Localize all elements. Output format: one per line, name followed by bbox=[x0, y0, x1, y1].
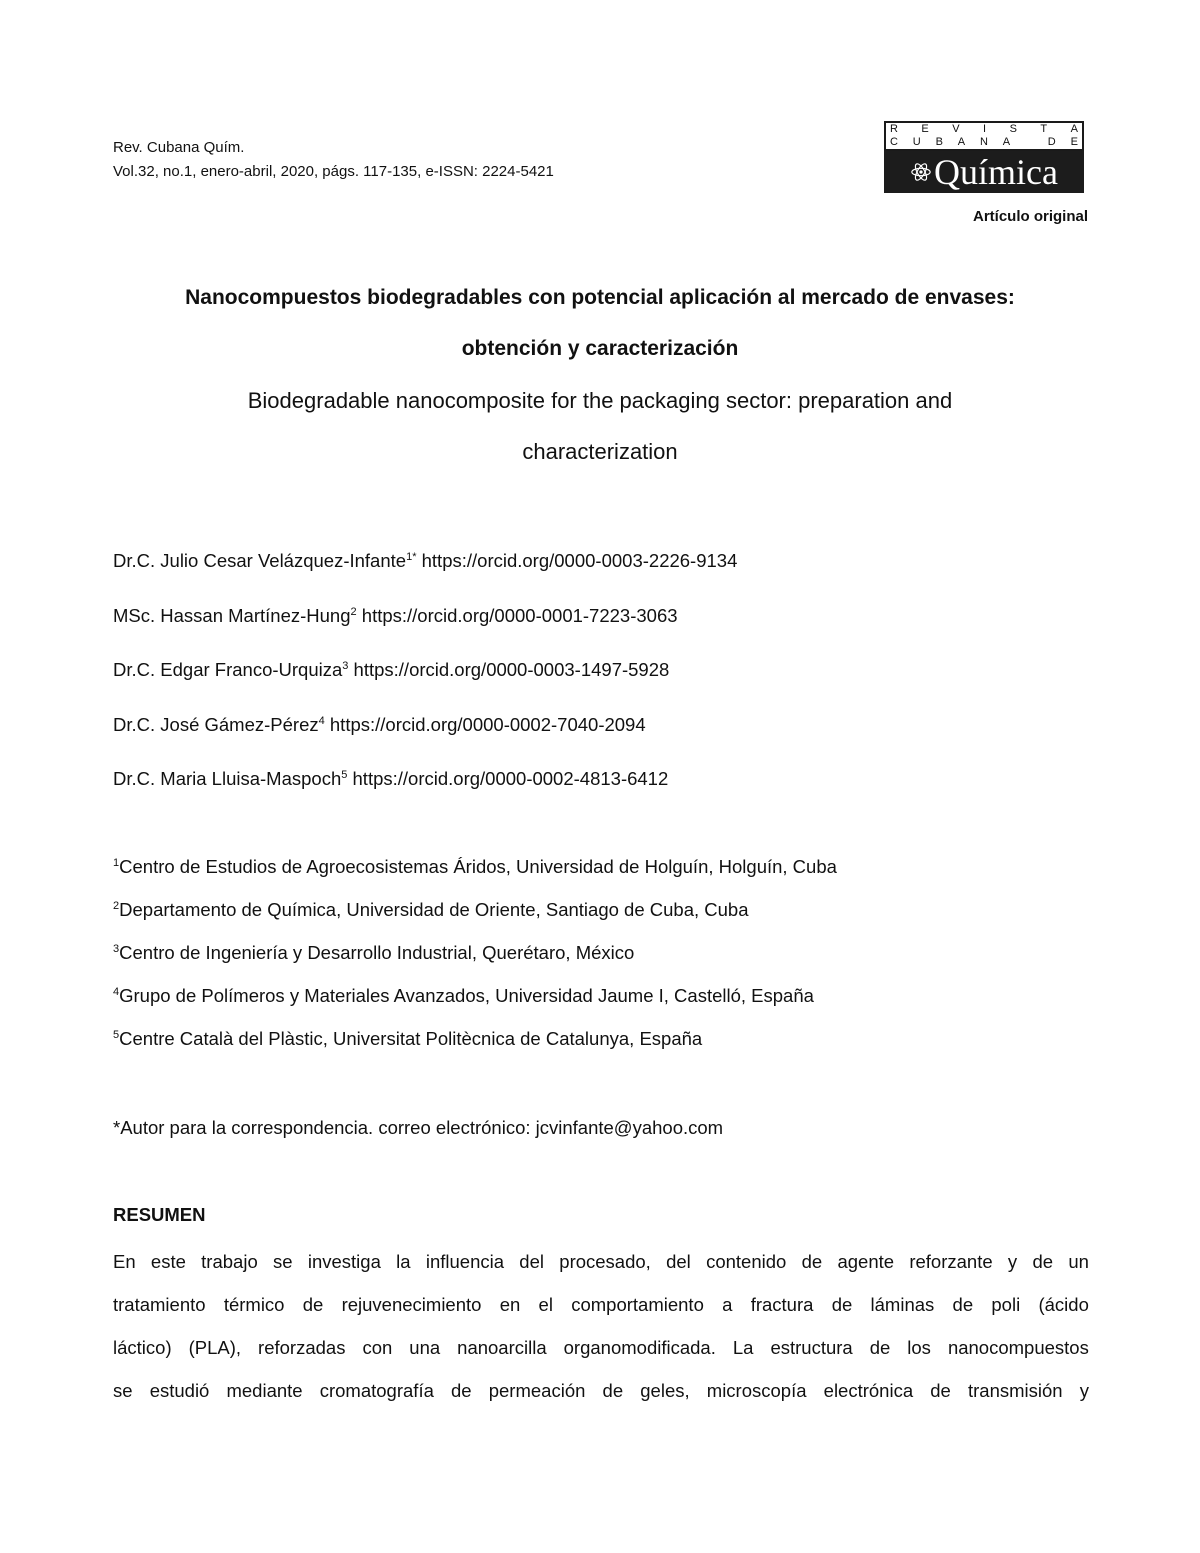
abstract-word: en bbox=[499, 1294, 521, 1315]
abstract-word: del bbox=[666, 1251, 691, 1272]
abstract-word: láminas bbox=[870, 1294, 935, 1315]
author-entry bbox=[113, 768, 737, 823]
abstract-word: permeación bbox=[488, 1380, 586, 1401]
abstract-word: estructura bbox=[770, 1337, 853, 1358]
logo-letter: V bbox=[952, 123, 960, 135]
affiliation-entry bbox=[113, 942, 837, 985]
logo-letter: A bbox=[1070, 123, 1078, 135]
title-english-line: Biodegradable nanocomposite for the packaging sector: preparation and bbox=[247, 388, 953, 413]
author-name: Dr.C. Julio Cesar Velázquez-Infante bbox=[113, 550, 407, 571]
affiliation-mark: 3 bbox=[113, 943, 120, 955]
affiliation-entry bbox=[113, 985, 837, 1028]
abstract-word: agente bbox=[837, 1251, 895, 1272]
abstract-word: tratamiento bbox=[113, 1294, 206, 1315]
abstract-word: nanoarcilla bbox=[457, 1337, 547, 1358]
abstract-word: En bbox=[113, 1251, 136, 1272]
abstract-body bbox=[113, 1240, 1089, 1412]
logo-line-revista bbox=[890, 123, 1078, 136]
abstract-word: con bbox=[362, 1337, 393, 1358]
abstract-word: se bbox=[113, 1380, 133, 1401]
author-entry bbox=[113, 659, 737, 714]
affiliation-entry bbox=[113, 856, 837, 899]
journal-abbrev: Rev. Cubana Quím. bbox=[113, 139, 245, 156]
orcid-link[interactable]: https://orcid.org/0000-0002-4813-6412 bbox=[352, 768, 669, 789]
abstract-word: poli bbox=[991, 1294, 1021, 1315]
author-affiliation-mark: 3 bbox=[342, 660, 349, 672]
title-english bbox=[100, 375, 1100, 477]
author-name: Dr.C. José Gámez-Pérez bbox=[113, 713, 319, 735]
affiliation-mark: 4 bbox=[113, 986, 120, 998]
abstract-word: nanocompuestos bbox=[947, 1337, 1089, 1358]
journal-citation: Vol.32, no.1, enero-abril, 2020, págs. 117-135, e-ISSN: 2224-5421 bbox=[113, 163, 554, 180]
author-list bbox=[113, 550, 737, 823]
abstract-word: organomodificada. bbox=[563, 1337, 716, 1358]
logo-letter: S bbox=[1009, 123, 1017, 135]
author-entry bbox=[113, 550, 737, 605]
journal-reference bbox=[113, 136, 554, 184]
abstract-word: este bbox=[150, 1251, 186, 1272]
abstract-word: de bbox=[801, 1251, 823, 1272]
affiliation-mark: 1 bbox=[113, 857, 120, 869]
journal-logo bbox=[884, 121, 1084, 193]
abstract-word: la bbox=[396, 1251, 411, 1272]
affiliation-mark: 5 bbox=[113, 1029, 120, 1041]
logo-letter: E bbox=[1070, 136, 1078, 148]
abstract-word: comportamiento bbox=[571, 1294, 704, 1315]
logo-letter: D bbox=[1047, 136, 1056, 148]
abstract-word: de bbox=[451, 1380, 472, 1401]
author-name: Dr.C. Maria Lluisa-Maspoch bbox=[113, 768, 342, 789]
abstract-word: a bbox=[722, 1294, 733, 1315]
author-affiliation-mark: 4 bbox=[318, 714, 325, 727]
article-type: Artículo original bbox=[972, 208, 1088, 225]
title-spanish-line: Nanocompuestos biodegradables con potencial aplicación al mercado de envases: bbox=[185, 286, 1015, 309]
logo-line-cubana-de bbox=[890, 136, 1078, 149]
abstract-word: de bbox=[831, 1294, 853, 1315]
abstract-word: térmico bbox=[223, 1294, 285, 1315]
abstract-word: de bbox=[952, 1294, 974, 1315]
abstract-word: los bbox=[907, 1337, 931, 1358]
orcid-link[interactable]: https://orcid.org/0000-0003-2226-9134 bbox=[421, 550, 738, 571]
orcid-link[interactable]: https://orcid.org/0000-0002-7040-2094 bbox=[329, 713, 646, 735]
author-entry bbox=[113, 714, 737, 769]
author-affiliation-mark: 1* bbox=[406, 551, 417, 563]
abstract-word: geles, bbox=[640, 1380, 690, 1401]
abstract-word: se bbox=[273, 1251, 293, 1272]
abstract-word: estudió bbox=[149, 1380, 210, 1401]
abstract-word: reforzadas bbox=[258, 1337, 346, 1358]
abstract-word: investiga bbox=[307, 1251, 381, 1272]
logo-letter: T bbox=[1040, 123, 1048, 135]
affiliation-text: Centro de Ingeniería y Desarrollo Industrial, Querétaro, México bbox=[119, 942, 635, 963]
title-spanish bbox=[100, 272, 1100, 374]
author-affiliation-mark: 2 bbox=[350, 605, 357, 618]
abstract-word: el bbox=[538, 1294, 553, 1315]
abstract-word: (PLA), bbox=[188, 1337, 242, 1358]
abstract-word: microscopía bbox=[706, 1380, 807, 1401]
abstract-word: de bbox=[869, 1337, 891, 1358]
abstract-word: trabajo bbox=[201, 1251, 258, 1272]
logo-name-box bbox=[884, 151, 1084, 193]
orcid-link[interactable]: https://orcid.org/0000-0001-7223-3063 bbox=[361, 604, 678, 626]
abstract-word: fractura bbox=[750, 1294, 814, 1315]
title-spanish-line: obtención y caracterización bbox=[461, 337, 739, 360]
affiliation-text: Grupo de Polímeros y Materiales Avanzados, Universidad Jaume I, Castelló, España bbox=[119, 985, 814, 1006]
logo-letter: R bbox=[890, 123, 898, 135]
title-english-line: characterization bbox=[522, 439, 678, 464]
author-affiliation-mark: 5 bbox=[341, 769, 348, 781]
abstract-line bbox=[113, 1369, 1089, 1412]
logo-name: Química bbox=[934, 152, 1058, 192]
logo-letter: I bbox=[983, 123, 987, 135]
correspondence-note: *Autor para la correspondencia. correo electrónico: jcvinfante@yahoo.com bbox=[113, 1117, 724, 1138]
affiliation-entry bbox=[113, 1028, 837, 1071]
orcid-link[interactable]: https://orcid.org/0000-0003-1497-5928 bbox=[353, 659, 670, 680]
logo-letter: A bbox=[1002, 136, 1011, 148]
abstract-word: láctico) bbox=[113, 1337, 172, 1358]
abstract-word: electrónica bbox=[823, 1380, 914, 1401]
abstract-word: una bbox=[409, 1337, 441, 1358]
abstract-word: reforzante bbox=[909, 1251, 993, 1272]
abstract-word: rejuvenecimiento bbox=[341, 1294, 482, 1315]
abstract-word: de bbox=[930, 1380, 951, 1401]
abstract-word: contenido bbox=[706, 1251, 787, 1272]
affiliation-mark: 2 bbox=[113, 900, 120, 912]
affiliation-text: Centro de Estudios de Agroecosistemas Áridos, Universidad de Holguín, Holguín, Cuba bbox=[119, 856, 837, 877]
logo-letter: A bbox=[957, 136, 966, 148]
atom-icon bbox=[910, 161, 932, 183]
affiliation-text: Departamento de Química, Universidad de Oriente, Santiago de Cuba, Cuba bbox=[119, 899, 749, 920]
affiliation-list bbox=[113, 856, 837, 1071]
abstract-word: La bbox=[732, 1337, 754, 1358]
logo-letter: N bbox=[979, 136, 988, 148]
abstract-line bbox=[113, 1326, 1089, 1369]
abstract-word: del bbox=[519, 1251, 544, 1272]
abstract-word: (ácido bbox=[1038, 1294, 1089, 1315]
affiliation-text: Centre Català del Plàstic, Universitat Politècnica de Catalunya, España bbox=[119, 1028, 703, 1049]
abstract-heading: RESUMEN bbox=[113, 1204, 206, 1225]
logo-letter: B bbox=[935, 136, 943, 148]
abstract-word: de bbox=[1032, 1251, 1054, 1272]
abstract-word: influencia bbox=[425, 1251, 505, 1272]
logo-letter: C bbox=[890, 136, 898, 148]
abstract-line bbox=[113, 1240, 1089, 1283]
abstract-word: transmisión bbox=[967, 1380, 1063, 1401]
abstract-word: de bbox=[602, 1380, 624, 1401]
abstract-line bbox=[113, 1283, 1089, 1326]
affiliation-entry bbox=[113, 899, 837, 942]
author-entry bbox=[113, 605, 737, 660]
author-name: MSc. Hassan Martínez-Hung bbox=[113, 604, 351, 626]
author-name: Dr.C. Edgar Franco-Urquiza bbox=[113, 659, 343, 680]
abstract-word: procesado, bbox=[559, 1251, 651, 1272]
abstract-word: de bbox=[302, 1294, 324, 1315]
logo-header-box bbox=[884, 121, 1084, 151]
logo-letter: E bbox=[921, 123, 929, 135]
abstract-word: mediante bbox=[226, 1380, 303, 1401]
abstract-word: cromatografía bbox=[319, 1380, 434, 1401]
abstract-word: y bbox=[1007, 1251, 1018, 1272]
abstract-word: y bbox=[1079, 1380, 1089, 1401]
logo-letter: U bbox=[912, 136, 921, 148]
abstract-word: un bbox=[1068, 1251, 1089, 1272]
